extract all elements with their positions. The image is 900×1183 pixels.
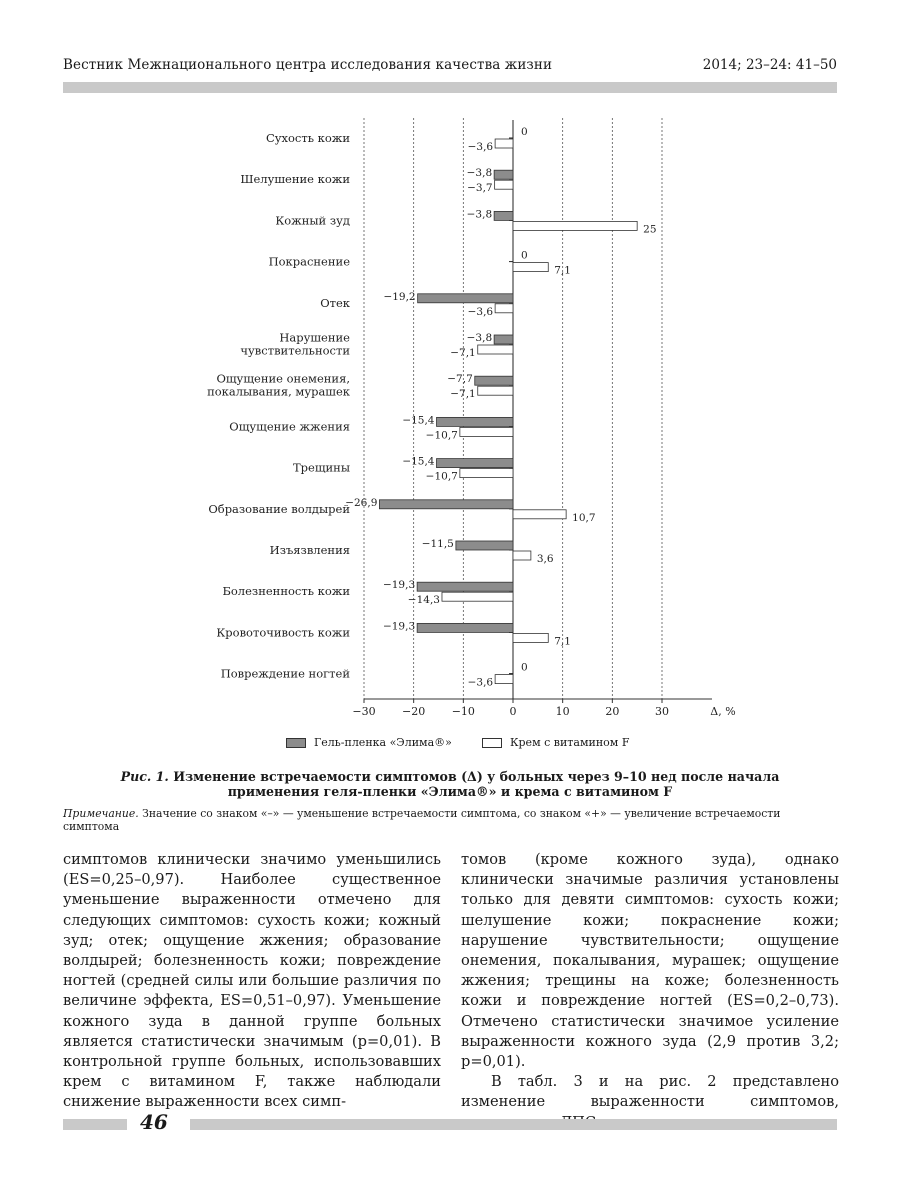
data-label-cream: −3,7 (467, 182, 493, 195)
bar-gel (437, 417, 513, 426)
category-label (266, 131, 350, 145)
x-tick-label: 20 (605, 705, 620, 718)
data-label-gel: −3,8 (466, 208, 493, 221)
category-label-line: Шелушение кожи (240, 172, 350, 187)
bar-cream (513, 510, 566, 519)
data-label-gel: −11,5 (421, 538, 454, 550)
legend-swatch-gel (286, 738, 306, 748)
data-label-gel: 0 (521, 249, 528, 262)
category-label-line: покалывания, мурашек (207, 384, 350, 399)
running-header (63, 57, 837, 79)
x-tick-label: 30 (655, 705, 669, 718)
bar-gel (437, 459, 513, 468)
data-label-gel: −19,3 (382, 620, 416, 633)
data-label-gel: 0 (521, 126, 528, 138)
bar-cream (513, 263, 548, 272)
category-label (240, 331, 350, 358)
figure-caption-label: Рис. 1. (120, 769, 169, 784)
bar-cream (460, 469, 513, 478)
bar-cream (513, 633, 548, 642)
legend-swatch-cream (482, 738, 502, 748)
data-label-gel: 0 (521, 661, 528, 674)
bar-cream (495, 304, 513, 313)
legend-item-gel (286, 736, 452, 749)
data-label-gel: −26,9 (345, 496, 378, 509)
category-label (320, 296, 351, 310)
x-tick-label: 10 (555, 705, 570, 718)
category-label-line: Покраснение (268, 254, 350, 269)
data-label-gel: −15,4 (402, 455, 435, 468)
footer-rule-left (63, 1119, 127, 1130)
bar-gel (456, 541, 513, 550)
bar-cream (495, 180, 513, 189)
data-label-gel: −7,7 (447, 373, 473, 386)
bar-cream (513, 551, 531, 560)
category-label (240, 172, 350, 186)
header-rule (63, 82, 837, 93)
data-label-cream: 7,1 (554, 264, 571, 277)
bar-cream (513, 221, 637, 230)
category-label (275, 213, 350, 227)
category-label-line: Отек (320, 295, 350, 310)
data-label-gel: −15,4 (402, 414, 435, 427)
data-label-gel: −19,3 (382, 579, 416, 592)
data-label-cream: 10,7 (572, 511, 596, 524)
bar-cream (460, 427, 513, 436)
category-label-line: Трещины (292, 460, 350, 475)
bar-gel (418, 294, 513, 303)
category-label-line: Сухость кожи (265, 131, 350, 145)
category-label (269, 255, 351, 269)
body-column-left (63, 850, 441, 1113)
footer-rule-right (190, 1119, 837, 1130)
bar-gel (475, 376, 513, 385)
bar-gel (417, 623, 513, 632)
body-paragraph: В табл. 3 и на рис. 2 представлено изменение выраженности симптомов, (461, 1073, 839, 1111)
category-label (208, 502, 350, 516)
issue-info: 2014; 23–24: 41–50 (702, 57, 837, 73)
data-label-cream: −14,3 (407, 594, 440, 607)
data-label-gel: −19,2 (383, 290, 416, 303)
category-label (293, 461, 350, 475)
figure-caption (120, 769, 780, 799)
figure-note (63, 807, 837, 833)
category-label (229, 419, 350, 433)
data-label-cream: −3,6 (467, 676, 494, 689)
bar-gel (494, 170, 513, 179)
data-label-cream: −7,1 (450, 388, 476, 401)
x-tick-label: 0 (509, 705, 517, 718)
category-label (270, 543, 350, 557)
bar-cream (442, 592, 513, 601)
bar-gel (494, 335, 513, 344)
category-label (207, 372, 351, 399)
category-label-line: Изъязвления (269, 543, 350, 557)
body-column-right (461, 850, 839, 1133)
category-label-line: Кровоточивость кожи (216, 625, 350, 640)
journal-title: Вестник Межнационального центра исследования качества жизни (63, 57, 553, 73)
data-label-cream: 3,6 (536, 553, 554, 565)
bar-cream (478, 345, 513, 354)
data-label-cream: −10,7 (425, 429, 458, 442)
category-label-line: Образование волдырей (208, 501, 350, 516)
category-label-line: Ощущение онемения, (216, 371, 350, 386)
category-label-line: Повреждение ногтей (220, 666, 350, 681)
chart-legend (0, 736, 900, 752)
body-paragraph: томов (кроме кожного зуда), однако клинически значимые различия установлены только для девяти симптомов: сухость кожи; шелушение кожи; покраснение кожи; нарушение чувствительности; ощущение онемения, покалывания, мурашек; ощущение жжения; трещины на коже; болезненность кожи и повреждение ногтей (ES=0,2–0,73). Отмечено статистически значимое усиление выраженности кожного зуда (2,9 против 3,2; p=0,01). (461, 851, 839, 1071)
data-label-cream: −3,6 (467, 141, 494, 153)
x-axis-title: Δ, % (710, 705, 736, 718)
bar-gel (417, 582, 513, 591)
x-tick-label: −10 (451, 705, 475, 718)
symptom-change-chart (0, 118, 900, 718)
category-label-line: Болезненность кожи (222, 584, 350, 599)
figure-caption-text: Изменение встречаемости симптомов (Δ) у больных через 9–10 нед после начала применения геля-пленки «Элима®» и крема с витамином F (173, 769, 780, 799)
category-label (216, 625, 350, 639)
bar-cream (495, 139, 513, 148)
data-label-cream: −3,6 (467, 305, 494, 318)
body-paragraph: симптомов клинически значимо уменьшились (ES=0,25–0,97). Наиболее существенное уменьшение выраженности отмечено для следующих симптомов: сухость кожи; кожный зуд; отек; ощущение жжения; образование волдырей; болезненность кожи; повреждение ногтей (средней силы или большие различия по величине эффекта, ES=0,51–0,97). Уменьшение кожного зуда в данной группе больных является статистически значимым (p=0,01). В контрольной группе больных, использовавших крем с витамином F, также наблюдали снижение выраженности всех симп- (63, 851, 441, 1111)
category-label (221, 667, 351, 681)
category-label (222, 584, 350, 598)
bar-gel (379, 500, 513, 509)
x-tick-label: −30 (352, 705, 376, 718)
legend-label-cream: Крем с витамином F (510, 736, 630, 749)
data-label-gel: −3,8 (466, 332, 493, 344)
data-label-cream: −7,1 (450, 347, 476, 359)
figure-note-label: Примечание. (63, 807, 139, 820)
data-label-cream: −10,7 (425, 470, 458, 483)
data-label-cream: 7,1 (554, 635, 571, 648)
bar-gel (494, 211, 513, 220)
bar-cream (478, 386, 513, 395)
category-label-line: Кожный зуд (275, 213, 350, 228)
x-tick-label: −20 (402, 705, 426, 718)
page-number: 46 (140, 1110, 168, 1134)
category-label-line: чувствительности (240, 343, 350, 358)
data-label-cream: 25 (643, 223, 657, 236)
bar-cream (495, 675, 513, 684)
data-label-gel: −3,8 (466, 167, 493, 180)
legend-item-cream (482, 736, 629, 749)
category-label-line: Ощущение жжения (229, 419, 350, 434)
figure-note-text: Значение со знаком «–» — уменьшение встречаемости симптома, со знаком «+» — увеличение встречаемости симптома (63, 807, 781, 833)
category-label-line: Нарушение (279, 330, 350, 345)
legend-label-gel: Гель-пленка «Элима®» (314, 736, 452, 749)
